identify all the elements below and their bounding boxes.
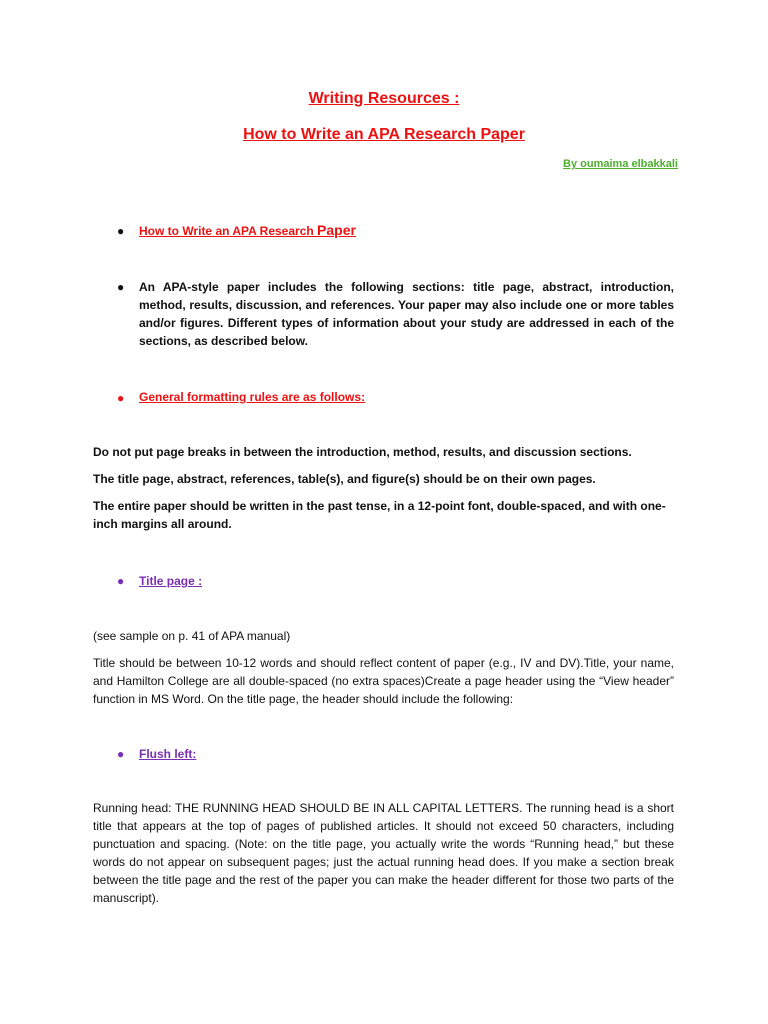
bullet-dot-4: ● [117, 574, 125, 588]
rule-page-breaks: Do not put page breaks in between the introduction, method, results, and discussion sections. [93, 445, 632, 459]
flush-left-heading: Flush left: [139, 747, 197, 761]
title-apa-research-paper: How to Write an APA Research Paper [243, 126, 525, 143]
bullet-heading-prefix: How to Write an APA Research [139, 224, 318, 238]
running-head-paragraph: Running head: THE RUNNING HEAD SHOULD BE IN ALL CAPITAL LETTERS. The running head is a short title that appears at the top of pages of published articles. It should not exceed 50 characters, including punctuation and spacing. (Note: on the title page, you actually write the words “Running head,” but these words do not appear on subsequent pages; just the actual running head does. If you make a section break between the title page and the rest of the paper you can make the header different for those two parts of the manuscript). [93, 801, 674, 905]
sample-reference: (see sample on p. 41 of APA manual) [93, 629, 291, 643]
bullet-heading-apa-paper [139, 221, 356, 240]
apa-sections-paragraph: An APA-style paper includes the following sections: title page, abstract, introduction, method, results, discussion, and references. Your paper may also include one or more tables and/or figures. Different types of information about your study are addressed in each of the sections, as described below. [139, 280, 674, 348]
author-byline: By oumaima elbakkali [563, 158, 678, 170]
bullet-dot-1: ● [117, 224, 125, 238]
rule-own-pages: The title page, abstract, references, table(s), and figure(s) should be on their own pages. [93, 472, 596, 486]
title-page-heading: Title page : [139, 574, 203, 588]
general-formatting-heading: General formatting rules are as follows: [139, 390, 366, 404]
rule-past-tense: The entire paper should be written in the past tense, in a 12-point font, double-spaced, and with one-inch margins all around. [93, 499, 666, 531]
bullet-dot-2: ● [117, 280, 125, 294]
title-writing-resources: Writing Resources : [308, 90, 460, 107]
bullet-dot-5: ● [117, 747, 125, 761]
bullet-heading-paper-word: Paper [317, 222, 356, 238]
bullet-dot-3: ● [117, 391, 125, 405]
title-page-description: Title should be between 10-12 words and should reflect content of paper (e.g., IV and DV).Title, your name, and Hamilton College are all double-spaced (no extra spaces)Create a page header using the “View header” function in MS Word. On the title page, the header should include the following: [93, 656, 674, 706]
